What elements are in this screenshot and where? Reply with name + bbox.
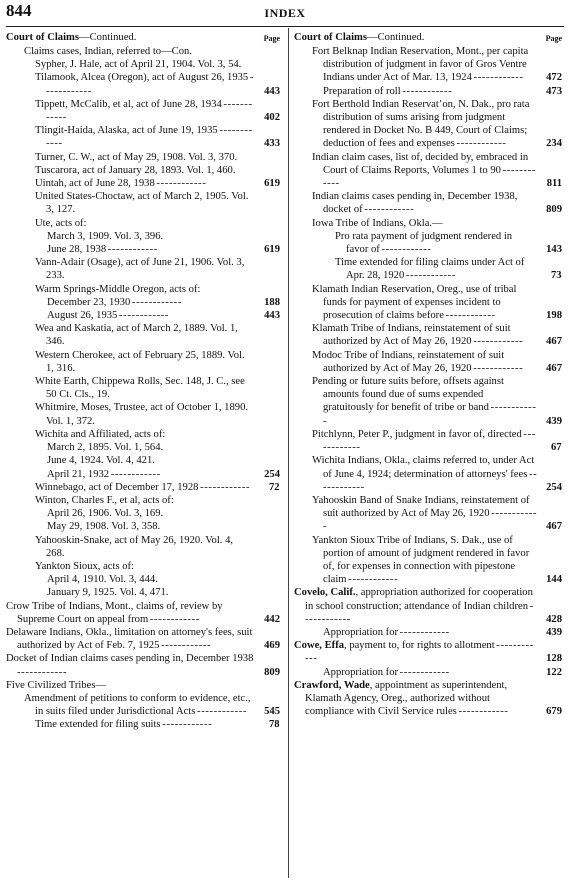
index-entry-text (35, 190, 254, 216)
index-entry-text (35, 71, 254, 97)
index-entry (6, 190, 280, 216)
index-entry-page: 809 (546, 204, 562, 216)
index-entry (6, 507, 280, 520)
index-entry (294, 454, 562, 494)
index-entry-text (35, 494, 254, 507)
index-entry-text (312, 217, 536, 230)
index-entry-page: 144 (546, 574, 562, 586)
index-entry (6, 692, 280, 718)
index-entry: Pitchlynn, Peter P., judgment in favor of, directed - - - 67 (294, 428, 562, 454)
index-entry-page: 619 (264, 244, 280, 256)
index-entry-page: 128 (546, 653, 562, 665)
right-entries-list (294, 45, 562, 718)
index-entry-text (35, 428, 254, 441)
index-entry-text (35, 349, 254, 375)
index-entry-text (294, 639, 536, 665)
index-entry-text (335, 230, 536, 256)
index-entry-label: Tippett, McCalib, et al, act of June 28, 1934 - - - (35, 99, 251, 123)
index-entry-page: 428 (546, 613, 562, 625)
index-entry-label: Docket of Indian claims cases pending in, December 1938 - - - (6, 653, 253, 677)
index-entry-label: Pitchlynn, Peter P., judgment in favor of, directed - - - (312, 429, 534, 453)
index-entry-text (323, 626, 536, 639)
index-entry-label: Yahooskin Band of Snake Indians, reinstatement of suit authorized by Act of May 26, 1920 - - - (312, 495, 535, 532)
index-entry-page: 234 (546, 138, 562, 150)
index-entry-label: Preparation of roll - - - (323, 86, 451, 97)
index-entry-text (6, 652, 254, 678)
index-entry (6, 309, 280, 322)
index-entry (6, 217, 280, 230)
left-entries-list (6, 45, 280, 732)
index-entry-text (312, 283, 536, 323)
index-entry-text (312, 428, 536, 454)
index-entry-label: Appropriation for - - - (323, 627, 448, 638)
index-entry (6, 230, 280, 243)
index-entry-text (35, 322, 254, 348)
index-entry-label: Ute, acts of: (35, 217, 87, 229)
index-entry-text (323, 666, 536, 679)
section-heading-suffix: —Continued. (78, 32, 137, 43)
index-entry (294, 283, 562, 323)
index-entry-text (47, 573, 254, 586)
index-entry-label: Yankton Sioux, acts of: (35, 560, 134, 572)
index-entry: Winnebago, act of December 17, 1928 - - - 72 (6, 481, 280, 494)
index-entry-page: 439 (546, 626, 562, 638)
index-entry-label: April 21, 1932 - - - (47, 469, 159, 480)
index-entry-label: Amendment of petitions to conform to evidence, etc., in suits filed under Jurisdictional Acts - - - (24, 693, 251, 717)
index-entry (294, 151, 562, 191)
index-entry-label: Uintah, act of June 28, 1938 - - - (35, 178, 205, 189)
index-entry-label: August 26, 1935 - - - (47, 310, 167, 321)
index-entry-label: December 23, 1930 - - - (47, 297, 180, 308)
index-entry-label: Warm Springs-Middle Oregon, acts of: (35, 283, 201, 295)
index-entry-page: 442 (264, 613, 280, 625)
index-entry-label: March 2, 1895. Vol. 1, 564. (47, 442, 164, 454)
index-entry-label: Yahooskin-Snake, act of May 26, 1920. Vol. 4, 268. (35, 534, 234, 559)
index-entry-text (35, 560, 254, 573)
index-entry-page: 122 (546, 666, 562, 678)
index-entry (6, 322, 280, 348)
index-entry-label: Winnebago, act of December 17, 1928 - - - (35, 482, 249, 493)
index-entry (6, 600, 280, 626)
index-entry (294, 322, 562, 348)
index-entry-page: 439 (546, 415, 562, 427)
index-entry (6, 626, 280, 652)
index-entry (6, 124, 280, 150)
index-entry-text (47, 441, 254, 454)
index-entry-label: Tuscarora, act of January 28, 1893. Vol. 1, 460. (35, 164, 236, 176)
index-entry-page: 143 (546, 244, 562, 256)
index-entry-label: April 4, 1910. Vol. 3, 444. (47, 574, 158, 586)
index-entry-label: Sypher, J. Hale, act of April 21, 1904. Vol. 3, 54. (35, 59, 242, 71)
index-entry-text (35, 164, 254, 177)
index-entry (6, 652, 280, 678)
index-entry-label: , payment to, for rights to allotment - - - (305, 640, 532, 664)
index-entry-label: Indian claim cases, list of, decided by, embraced in Court of Claims Reports, Volumes 1 to 90 - - - (312, 152, 534, 189)
column-divider (288, 28, 289, 878)
index-entry (294, 98, 562, 151)
index-entry-text (323, 85, 536, 98)
index-entry-text (24, 45, 254, 58)
index-entry-label: Klamath Tribe of Indians, reinstatement of suit authorized by Act of May 26, 1920 - - - (312, 323, 522, 347)
index-entry-label: May 29, 1908. Vol. 3, 358. (47, 521, 161, 533)
index-entry-text (294, 679, 536, 719)
index-entry (294, 190, 562, 216)
index-entry (294, 45, 562, 85)
left-column-heading (6, 31, 280, 45)
index-entry-label: Wichita Indians, Okla., claims referred to, under Act of June 4, 1924; determination of attorneys' fees - - - (312, 455, 536, 492)
index-entry (294, 349, 562, 375)
index-entry (294, 586, 562, 626)
index-entry (6, 679, 280, 692)
index-entry-page: 188 (264, 296, 280, 308)
index-entry-label: Fort Berthold Indian Reservat’on, N. Dak., pro rata distribution of sums arising from judgment rendered in Docket No. B 449, Court of Claims; deduction of fees and expenses - - - (312, 99, 529, 150)
index-entry-text (24, 692, 254, 718)
index-entry-text (47, 454, 254, 467)
index-entry-text (312, 454, 536, 494)
index-entry-keyword: Covelo, Calif. (294, 587, 356, 599)
index-entry-text (312, 190, 536, 216)
index-entry-label: Crow Tribe of Indians, Mont., claims of, review by Supreme Court on appeal from - - - (6, 601, 223, 625)
index-entry-page: 254 (546, 481, 562, 493)
index-entry-text (47, 309, 254, 322)
index-entry-text (312, 349, 536, 375)
index-entry-keyword: Cowe, Effa (294, 640, 345, 652)
index-entry-page: 467 (546, 362, 562, 374)
index-entry-text (47, 586, 254, 599)
index-entry (6, 243, 280, 256)
index-entry (294, 639, 562, 665)
index-entry-page: 679 (546, 706, 562, 718)
index-entry-text (47, 296, 254, 309)
index-entry-label: Indian claims cases pending in, December 1938, docket of - - - (312, 191, 517, 215)
index-entry-label: Time extended for filing suits - - - (35, 719, 211, 730)
left-column (6, 31, 280, 732)
page-header (6, 1, 564, 26)
index-entry (6, 349, 280, 375)
index-entry-text (35, 256, 254, 282)
index-entry-label: Tlingit-Haida, Alaska, act of June 19, 1935 - - - (35, 125, 251, 149)
index-entry (6, 283, 280, 296)
index-entry-label: Appropriation for - - - (323, 667, 448, 678)
index-entry (6, 58, 280, 71)
index-entry-label: Fort Belknap Indian Reservation, Mont., per capita distribution of judgment in favor of Gros Ventre Indians under Act of Mar. 13, 1924 - - - (312, 46, 528, 83)
index-entry-text (35, 98, 254, 124)
index-entry-text (35, 58, 254, 71)
index-entry (294, 230, 562, 256)
index-entry (6, 375, 280, 401)
index-entry-label: Winton, Charles F., et al, acts of: (35, 494, 174, 506)
index-entry-page: 469 (264, 640, 280, 652)
index-entry-page: 443 (264, 310, 280, 322)
index-entry-page: 443 (264, 85, 280, 97)
index-entry-label: Wea and Kaskatia, act of March 2, 1889. Vol. 1, 346. (35, 323, 238, 348)
index-entry-page: 467 (546, 336, 562, 348)
index-entry-label: Iowa Tribe of Indians, Okla.— (312, 217, 443, 229)
index-entry (6, 586, 280, 599)
index-entry-text (47, 468, 254, 481)
index-entry (6, 520, 280, 533)
index-entry-page: 619 (264, 178, 280, 190)
index-entry (6, 454, 280, 467)
index-entry-label: , appointment as superintendent, Klamath Agency, Oreg., authorized without compliance with Civil Service rules - - - (305, 680, 507, 717)
index-entry (6, 71, 280, 97)
index-entry-text (35, 401, 254, 427)
index-entry-text (294, 586, 536, 626)
index-entry-label: Modoc Tribe of Indians, reinstatement of suit authorized by Act of May 26, 1920 - - - (312, 350, 522, 374)
index-entry-label: Delaware Indians, Okla., limitation on attorney's fees, suit authorized by Act of Feb. 7, 1925 - - - (6, 627, 252, 651)
index-entry-label: Wichita and Affiliated, acts of: (35, 428, 166, 440)
index-entry-text (312, 151, 536, 191)
index-entry (6, 494, 280, 507)
index-entry-text (47, 243, 254, 256)
header-rule (6, 26, 564, 27)
index-entry-page: 254 (264, 468, 280, 480)
index-entry-text (47, 520, 254, 533)
index-entry (6, 560, 280, 573)
index-entry-page: 473 (546, 85, 562, 97)
index-entry-text (312, 494, 536, 534)
index-entry-text (35, 124, 254, 150)
index-entry (6, 98, 280, 124)
index-entry-page: 545 (264, 706, 280, 718)
index-entry-label: Yankton Sioux Tribe of Indians, S. Dak., use of portion of amount of judgment rendered in favor of, for expenses in connection with pipestone claim - - - (312, 535, 529, 586)
index-entry-text (35, 481, 254, 494)
index-entry (294, 626, 562, 639)
index-entry (294, 85, 562, 98)
index-entry-text (47, 230, 254, 243)
index-entry-label: Time extended for filing claims under Act of Apr. 28, 1920 - - - (335, 257, 524, 281)
right-column-heading (294, 31, 562, 45)
index-entry: Time extended for filing claims under Act of Apr. 28, 1920 - - - 73 (294, 256, 562, 282)
index-entry (6, 256, 280, 282)
index-entry-label: April 26, 1906. Vol. 3, 169. (47, 508, 164, 520)
section-heading-suffix: —Continued. (366, 32, 425, 43)
index-entry-text (35, 283, 254, 296)
page-column-label: Page (263, 34, 280, 43)
index-entry-label: Pending or future suits before, offsets against amounts found due of sums expended gratuitously for benefit of tribe or band - - - (312, 376, 535, 427)
index-entry (6, 296, 280, 309)
index-entry-label: Claims cases, Indian, referred to—Con. (24, 46, 192, 57)
index-entry-text (35, 151, 254, 164)
index-entry-page: 198 (546, 310, 562, 322)
index-entry (294, 494, 562, 534)
index-entry-label: January 9, 1925. Vol. 4, 471. (47, 587, 169, 599)
index-entry-page: 467 (546, 521, 562, 533)
index-entry-text (35, 375, 254, 401)
section-heading: Court of Claims (294, 32, 367, 43)
index-entry-label: Western Cherokee, act of February 25, 1889. Vol. 1, 316. (35, 349, 245, 374)
index-entry-text (35, 217, 254, 230)
index-entry-text (312, 45, 536, 85)
index-entry-page: 809 (264, 666, 280, 678)
index-entry-text (312, 98, 536, 151)
index-entry (6, 534, 280, 560)
index-entry-label: Vann-Adair (Osage), act of June 21, 1906. Vol. 3, 233. (35, 257, 245, 282)
right-column (294, 31, 562, 718)
index-entry (294, 666, 562, 679)
index-entry-label: Tilamook, Alcea (Oregon), act of August 26, 1935 - - - (35, 72, 252, 96)
index-entry (6, 164, 280, 177)
index-entry-label: Five Civilized Tribes— (6, 679, 107, 691)
index-entry-text (47, 507, 254, 520)
index-entry (6, 45, 280, 58)
index-entry-page: 433 (264, 138, 280, 150)
index-entry (6, 177, 280, 190)
index-entry-label: Whitmire, Moses, Trustee, act of October 1, 1890. Vol. 1, 372. (35, 402, 249, 427)
index-entry-label: , appropriation authorized for cooperation in school construction; attendance of Indian children - - - (305, 587, 533, 624)
index-entry-page: 402 (264, 112, 280, 124)
index-entry-label: Klamath Indian Reservation, Oreg., use of tribal funds for payment of expenses incident to prosecution of claims before - - - (312, 284, 516, 321)
index-entry (294, 679, 562, 719)
index-entry-label: March 3, 1909. Vol. 3, 396. (47, 230, 164, 242)
index-entry-label: June 28, 1938 - - - (47, 244, 156, 255)
index-entry-text (6, 679, 254, 692)
page-number: 844 (6, 1, 32, 20)
index-entry-keyword: Crawford, Wade (294, 679, 370, 691)
index-entry-text (6, 600, 254, 626)
index-entry (294, 217, 562, 230)
index-entry-page: 472 (546, 72, 562, 84)
index-entry-text (35, 534, 254, 560)
index-entry (6, 151, 280, 164)
index-entry-text (335, 256, 536, 282)
index-entry-text (312, 322, 536, 348)
section-heading: Court of Claims (6, 32, 79, 43)
index-entry (6, 468, 280, 481)
index-entry (294, 534, 562, 587)
index-entry-text (312, 534, 536, 587)
page-title: INDEX (264, 6, 306, 20)
index-entry (6, 428, 280, 441)
index-entry: Time extended for filing suits - - - 78 (6, 718, 280, 731)
page-column-label: Page (545, 34, 562, 43)
index-entry-text (35, 718, 254, 731)
index-entry-label: United States-Choctaw, act of March 2, 1905. Vol. 3, 127. (35, 191, 249, 216)
index-entry-label: Pro rata payment of judgment rendered in favor of - - - (335, 231, 512, 255)
index-entry (6, 401, 280, 427)
index-entry (6, 573, 280, 586)
index-entry (294, 375, 562, 428)
index-entry-label: Turner, C. W., act of May 29, 1908. Vol. 3, 370. (35, 151, 238, 163)
index-entry (6, 441, 280, 454)
index-entry-text (312, 375, 536, 428)
index-entry-label: White Earth, Chippewa Rolls, Sec. 148, J. C., see 50 Ct. Cls., 19. (35, 376, 245, 401)
index-entry-text (35, 177, 254, 190)
index-entry-text (6, 626, 254, 652)
index-entry-page: 811 (546, 178, 562, 190)
index-entry-label: June 4, 1924. Vol. 4, 421. (47, 455, 155, 467)
